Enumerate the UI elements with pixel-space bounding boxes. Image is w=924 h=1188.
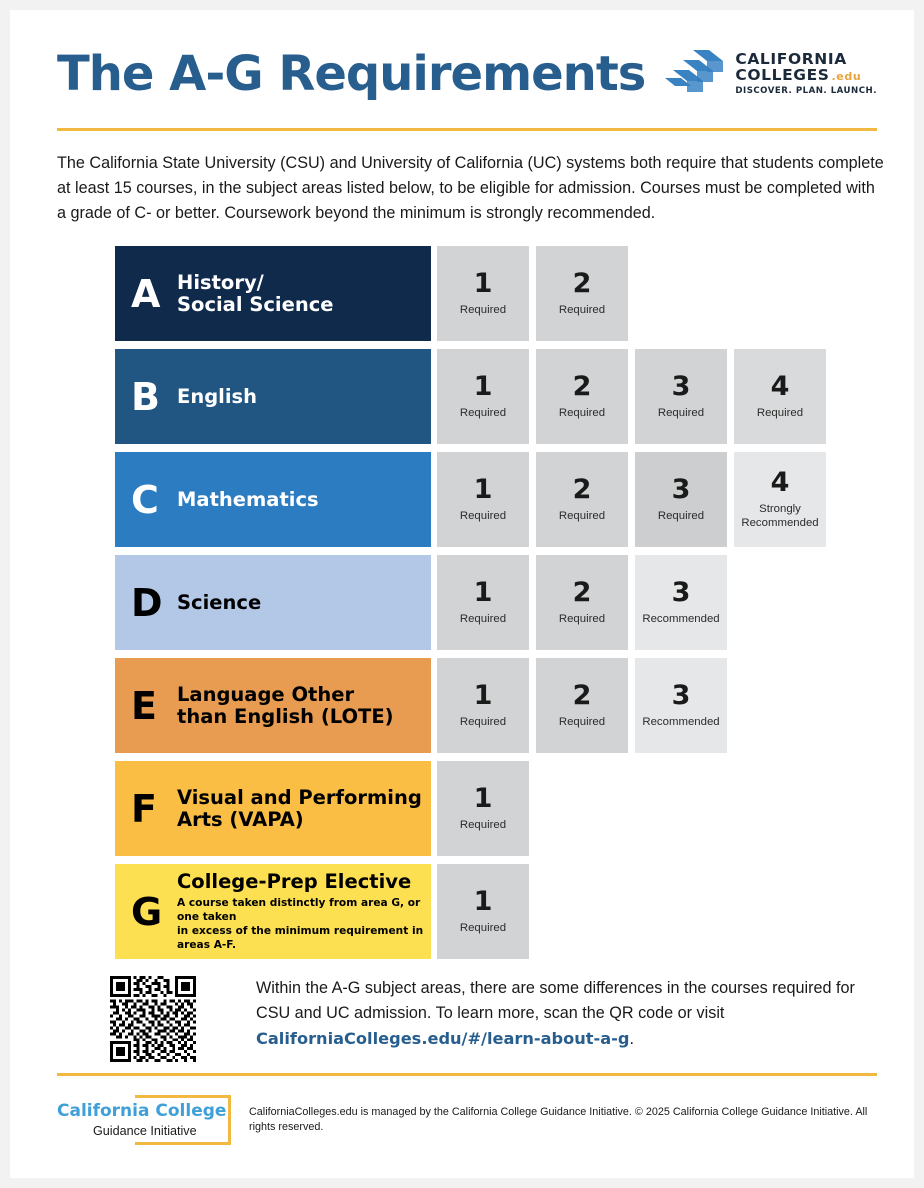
requirement-cell [437, 555, 529, 650]
subject-name: English [177, 384, 258, 408]
cell-number: 2 [572, 474, 592, 505]
cell-number: 1 [473, 268, 493, 299]
page-title: The A-G Requirements [57, 46, 646, 102]
ccgi-logo-line-1: California College [57, 1101, 227, 1121]
cell-status-label: Required [459, 407, 507, 419]
course-count-cells [437, 864, 536, 959]
cell-number: 1 [473, 783, 493, 814]
requirement-cell [437, 658, 529, 753]
course-count-cells [437, 452, 833, 547]
subject-name: Science [177, 590, 262, 614]
subject-name: Visual and Performing Arts (VAPA) [177, 785, 422, 831]
qr-code-icon[interactable] [110, 976, 196, 1062]
cell-number: 2 [572, 577, 592, 608]
table-row [10, 864, 914, 959]
ccgi-logo-line-2: Guidance Initiative [93, 1124, 197, 1138]
subject-letter: D [131, 580, 163, 625]
ccgi-logo [57, 1092, 235, 1148]
cell-number: 1 [473, 474, 493, 505]
subject-letter: F [131, 786, 157, 831]
cell-number: 1 [473, 577, 493, 608]
cell-status-label: Required [459, 819, 507, 831]
requirement-cell [536, 658, 628, 753]
cell-number: 3 [671, 474, 691, 505]
cell-status-label: Strongly Recommended [741, 503, 819, 529]
requirement-cell [437, 349, 529, 444]
requirement-cell [437, 452, 529, 547]
qr-text-before: Within the A-G subject areas, there are some differences in the courses required for CSU and UC admission. To learn more, scan the QR code or visit [256, 979, 855, 1022]
learn-about-ag-link[interactable]: CaliforniaColleges.edu/#/learn-about-a-g [256, 1029, 630, 1048]
subject-area-e [115, 658, 431, 753]
brand-colleges-text: COLLEGES [735, 65, 830, 84]
course-count-cells [437, 349, 833, 444]
table-row [10, 658, 914, 753]
footer-divider [57, 1073, 877, 1076]
cell-status-label: Required [558, 716, 606, 728]
qr-section [110, 976, 876, 1062]
course-count-cells [437, 246, 635, 341]
brand-edu-suffix: .edu [831, 69, 862, 83]
cell-status-label: Required [459, 510, 507, 522]
qr-description [256, 976, 876, 1052]
requirement-cell [734, 452, 826, 547]
subject-text-group [177, 489, 319, 511]
cell-number: 1 [473, 886, 493, 917]
footer [57, 1092, 877, 1148]
cell-status-label: Required [459, 716, 507, 728]
table-row [10, 349, 914, 444]
cell-number: 2 [572, 268, 592, 299]
header [57, 40, 877, 120]
subject-letter: G [131, 889, 163, 934]
requirement-cell [437, 246, 529, 341]
subject-text-group [177, 787, 422, 831]
subject-area-f [115, 761, 431, 856]
cell-number: 4 [770, 467, 790, 498]
requirement-cell [437, 761, 529, 856]
cell-number: 3 [671, 577, 691, 608]
cell-status-label: Required [459, 613, 507, 625]
course-count-cells [437, 555, 734, 650]
cell-status-label: Required [657, 407, 705, 419]
cell-number: 2 [572, 371, 592, 402]
brand-tagline: DISCOVER. PLAN. LAUNCH. [735, 86, 877, 97]
subject-letter: A [131, 271, 161, 316]
requirement-cell [437, 864, 529, 959]
subject-area-c [115, 452, 431, 547]
qr-text-after: . [629, 1030, 634, 1048]
requirement-cell [536, 246, 628, 341]
course-count-cells [437, 761, 536, 856]
subject-area-d [115, 555, 431, 650]
table-row [10, 246, 914, 341]
cell-status-label: Required [459, 922, 507, 934]
header-divider [57, 128, 877, 131]
brand-wordmark [735, 52, 877, 96]
table-row [10, 452, 914, 547]
subject-letter: E [131, 683, 157, 728]
table-row [10, 555, 914, 650]
subject-area-a [115, 246, 431, 341]
requirement-cell [734, 349, 826, 444]
subject-name: Language Other than English (LOTE) [177, 682, 394, 728]
subject-text-group [177, 684, 394, 728]
cell-status-label: Required [558, 304, 606, 316]
cell-status-label: Required [657, 510, 705, 522]
cell-status-label: Recommended [642, 613, 720, 625]
subject-note: A course taken distinctly from area G, or one taken in excess of the minimum requirement in areas A-F. [177, 897, 424, 951]
cell-number: 2 [572, 680, 592, 711]
cell-number: 1 [473, 680, 493, 711]
subject-area-g [115, 864, 431, 959]
california-colleges-logo [663, 48, 877, 100]
cell-number: 3 [671, 680, 691, 711]
subject-letter: B [131, 374, 160, 419]
requirement-cell [635, 555, 727, 650]
cell-status-label: Recommended [642, 716, 720, 728]
cell-number: 4 [770, 371, 790, 402]
subject-area-b [115, 349, 431, 444]
cell-status-label: Required [756, 407, 804, 419]
requirement-cell [635, 349, 727, 444]
course-count-cells [437, 658, 734, 753]
subject-text-group [177, 592, 261, 614]
brand-line-1: CALIFORNIA [735, 50, 847, 69]
cell-status-label: Required [558, 613, 606, 625]
cell-status-label: Required [558, 510, 606, 522]
intro-paragraph: The California State University (CSU) and University of California (UC) systems both require that students complete at least 15 courses, in the subject areas listed below, to be eligible for admission. Courses must be completed with a grade of C- or better. Coursework beyond the minimum is strongly recommended. [57, 154, 884, 222]
cell-status-label: Required [558, 407, 606, 419]
subject-name: College-Prep Elective [177, 870, 412, 893]
requirement-cell [536, 349, 628, 444]
requirement-cell [635, 452, 727, 547]
page-canvas [10, 10, 914, 1178]
table-row [10, 761, 914, 856]
cell-number: 1 [473, 371, 493, 402]
requirements-table [10, 246, 914, 967]
brand-line-2 [735, 65, 877, 84]
subject-letter: C [131, 477, 159, 522]
copyright-text: CaliforniaColleges.edu is managed by the California College Guidance Initiative. © 2025 California College Guidance Initiative. All rights reserved. [249, 1106, 868, 1133]
requirement-cell [635, 658, 727, 753]
subject-name: Mathematics [177, 487, 319, 511]
requirement-cell [536, 555, 628, 650]
subject-name: History/ Social Science [177, 270, 334, 316]
cell-status-label: Required [459, 304, 507, 316]
subject-text-group [177, 871, 431, 952]
cell-number: 3 [671, 371, 691, 402]
subject-text-group [177, 272, 334, 316]
subject-text-group [177, 386, 257, 408]
stacked-chevrons-icon [663, 48, 725, 100]
requirement-cell [536, 452, 628, 547]
